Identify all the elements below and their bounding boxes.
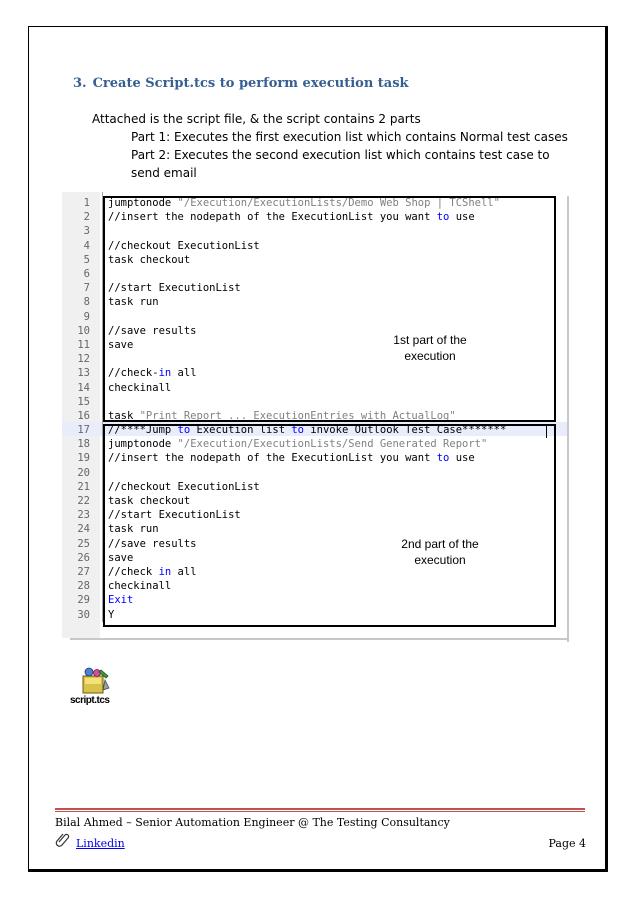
editor-shadow-bottom	[70, 638, 569, 640]
code-text: //checkout ExecutionList	[108, 480, 260, 493]
line-number: 21	[77, 480, 90, 493]
section-heading	[73, 76, 409, 91]
code-text: checkinall	[108, 381, 172, 394]
line-number: 15	[77, 395, 90, 408]
code-text: jumptonode "/Execution/ExecutionLists/Demo Web Shop | TCShell"	[108, 197, 500, 210]
part2-text: Part 2: Executes the second execution list which contains test case to send email	[131, 148, 550, 180]
line-number: 30	[77, 608, 90, 621]
code-text: task checkout	[108, 495, 191, 508]
line-number: 24	[77, 523, 90, 536]
code-text: save	[108, 338, 134, 351]
code-text: task run	[108, 296, 159, 309]
linkedin-link[interactable]: Linkedin	[76, 837, 125, 850]
line-number: 27	[77, 565, 90, 578]
attachment-filename[interactable]: script.tcs	[70, 695, 110, 706]
line-number: 13	[77, 367, 90, 380]
line-number: 28	[77, 580, 90, 593]
line-number: 3	[83, 225, 90, 238]
line-number: 14	[77, 381, 90, 394]
section-title: Create Script.tcs to perform execution task	[92, 76, 409, 91]
part1-text: Part 1: Executes the first execution list which contains Normal test cases	[131, 130, 568, 144]
line-number: 20	[77, 466, 90, 479]
code-text: //save results	[108, 324, 197, 337]
code-text: //start ExecutionList	[108, 282, 241, 295]
footer-author: Bilal Ahmed – Senior Automation Engineer @ The Testing Consultancy	[55, 816, 450, 829]
part2-annotation: 2nd part of the execution	[401, 537, 479, 567]
code-text: Exit	[108, 594, 134, 607]
part1-outline	[103, 196, 556, 422]
line-number: 5	[83, 253, 90, 266]
line-number: 9	[83, 310, 90, 323]
section-number: 3.	[73, 76, 87, 91]
code-text: //start ExecutionList	[108, 509, 241, 522]
line-number: 16	[77, 409, 90, 422]
code-text: save	[108, 551, 134, 564]
code-text: //save results	[108, 537, 197, 550]
line-number: 6	[83, 268, 90, 281]
code-text: //insert the nodepath of the ExecutionList you want to use	[108, 452, 475, 465]
line-number: 11	[77, 338, 90, 351]
line-number: 7	[83, 282, 90, 295]
line-number: 19	[77, 452, 90, 465]
editor-shadow	[567, 196, 569, 642]
line-number: 25	[77, 537, 90, 550]
code-text: //check in all	[108, 565, 197, 578]
line-number: 23	[77, 509, 90, 522]
footer-rule	[55, 808, 585, 810]
line-number: 4	[83, 239, 90, 252]
line-number: 29	[77, 594, 90, 607]
code-text: //insert the nodepath of the ExecutionList you want to use	[108, 211, 475, 224]
code-text: task checkout	[108, 253, 191, 266]
code-text: //****Jump to Execution list to invoke Outlook Test Case*******	[108, 424, 507, 437]
code-text: jumptonode "/Execution/ExecutionLists/Send Generated Report"	[108, 438, 488, 451]
line-number: 18	[77, 438, 90, 451]
line-number: 17	[77, 424, 90, 437]
page-number: Page 4	[548, 837, 586, 850]
line-number: 22	[77, 495, 90, 508]
part1-annotation: 1st part of the execution	[393, 333, 467, 363]
line-number: 2	[83, 211, 90, 224]
text-cursor	[546, 425, 547, 438]
paperclip-icon	[55, 831, 71, 847]
code-text: Y	[108, 608, 115, 621]
code-text: task run	[108, 523, 159, 536]
line-number: 12	[77, 353, 90, 366]
line-number: 26	[77, 551, 90, 564]
code-text: task "Print Report ... ExecutionEntries with ActualLog"	[108, 409, 456, 422]
code-text: //check-in all	[108, 367, 197, 380]
code-text: checkinall	[108, 580, 172, 593]
intro-text: Attached is the script file, & the script contains 2 parts	[92, 112, 421, 126]
code-text: //checkout ExecutionList	[108, 239, 260, 252]
footer-rule-thin	[55, 811, 585, 812]
line-number: 10	[77, 324, 90, 337]
part2-outline	[103, 424, 556, 627]
line-number: 1	[83, 197, 90, 210]
line-number: 8	[83, 296, 90, 309]
